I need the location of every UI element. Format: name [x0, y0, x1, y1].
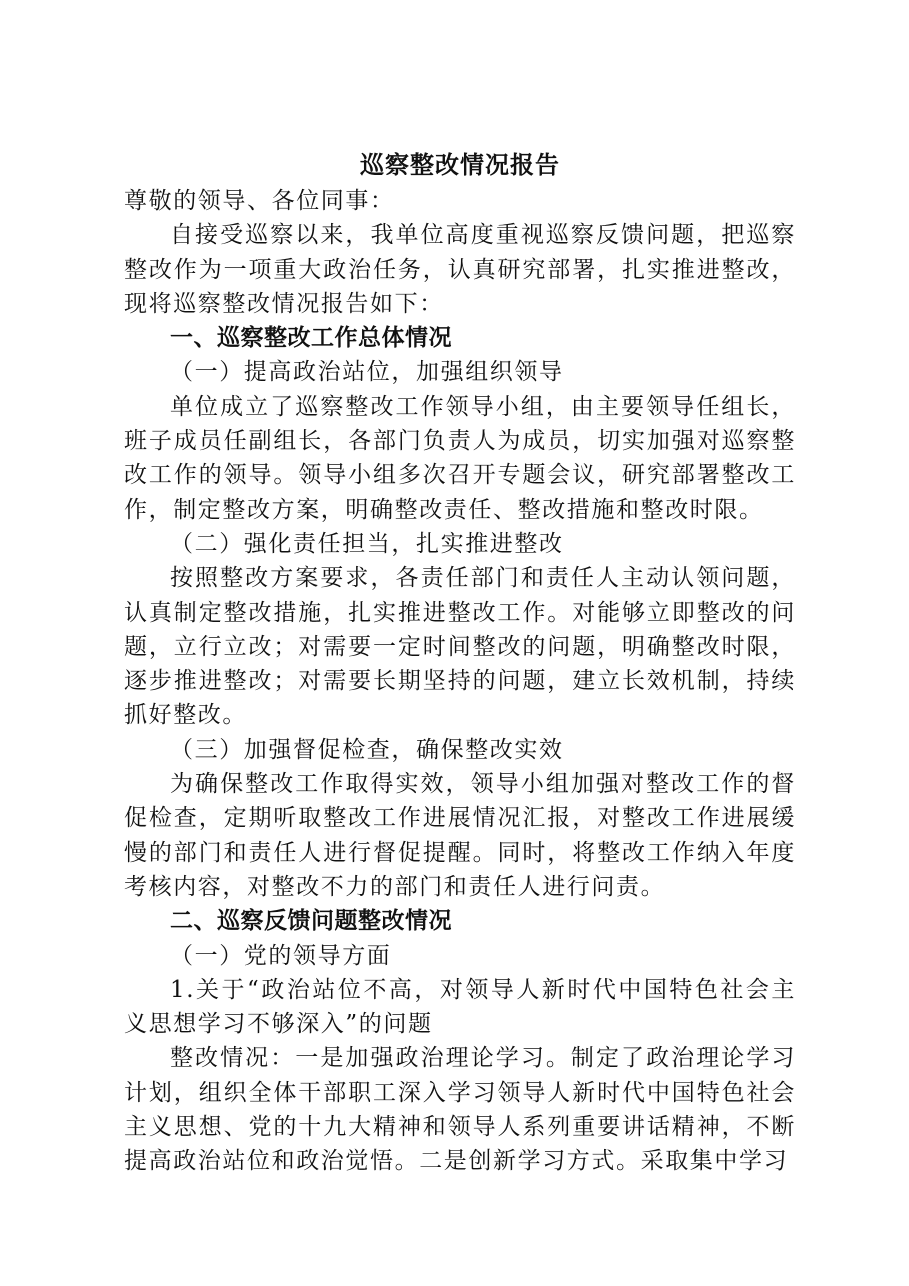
section-2-item-1-title: 1.关于“政治站位不高，对领导人新时代中国特色社会主义思想学习不够深入”的问题 [124, 976, 796, 1038]
document-title: 巡察整改情况报告 [360, 150, 560, 179]
section-1-sub-2-heading: （二）强化责任担当，扎实推进整改 [170, 530, 564, 557]
section-1-sub-2-body: 按照整改方案要求，各责任部门和责任人主动认领问题，认真制定整改措施，扎实推进整改工作。对能够立即整改的问题，立行立改；对需要一定时间整改的问题，明确整改时限，逐步推进整改；对需要长期坚持的问题，建立长效机制，持续抓好整改。 [124, 565, 796, 729]
section-1-sub-3-heading: （三）加强督促检查，确保整改实效 [170, 736, 564, 763]
section-1-sub-1-body: 单位成立了巡察整改工作领导小组，由主要领导任组长，班子成员任副组长，各部门负责人为成员，切实加强对巡察整改工作的领导。领导小组多次召开专题会议，研究部署整改工作，制定整改方案，明确整改责任、整改措施和整改时限。 [124, 393, 796, 523]
section-1-heading: 一、巡察整改工作总体情况 [170, 325, 452, 352]
section-2-item-1-body: 整改情况：一是加强政治理论学习。制定了政治理论学习计划，组织全体干部职工深入学习领导人新时代中国特色社会主义思想、党的十九大精神和领导人系列重要讲话精神，不断提高政治站位和政治觉悟。二是创新学习方式。采取集中学习 [124, 1045, 796, 1175]
section-1-sub-1-heading: （一）提高政治站位，加强组织领导 [170, 359, 564, 386]
section-1-sub-3-body: 为确保整改工作取得实效，领导小组加强对整改工作的督促检查，定期听取整改工作进展情况汇报，对整改工作进展缓慢的部门和责任人进行督促提醒。同时，将整改工作纳入年度考核内容，对整改不力的部门和责任人进行问责。 [124, 771, 796, 900]
section-2-sub-1-heading: （一）党的领导方面 [170, 942, 392, 969]
document-body [124, 146, 796, 1179]
intro-paragraph: 自接受巡察以来，我单位高度重视巡察反馈问题，把巡察整改作为一项重大政治任务，认真研究部署，扎实推进整改，现将巡察整改情况报告如下： [124, 222, 796, 317]
salutation: 尊敬的领导、各位同事： [124, 188, 395, 214]
section-2-heading: 二、巡察反馈问题整改情况 [170, 908, 452, 935]
